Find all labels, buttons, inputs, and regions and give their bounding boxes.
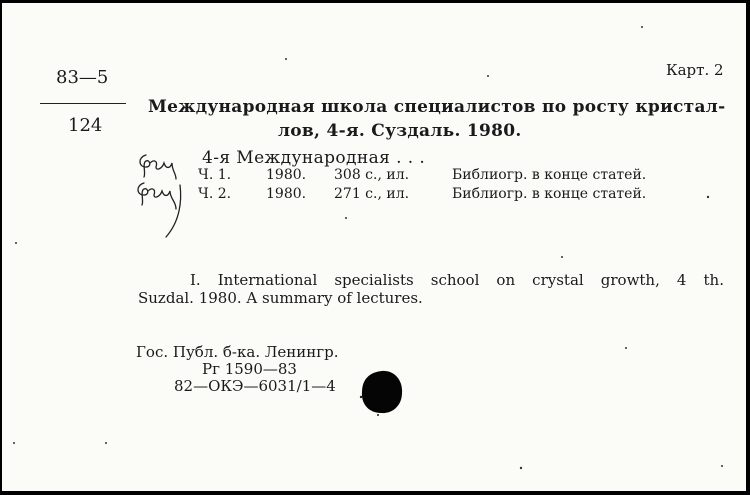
title-line-1: Международная школа специалистов по росту кристал- [148,97,726,117]
volume-pages: 271 с., ил. [334,186,410,202]
paper-specks [2,3,746,491]
library-line: Гос. Публ. б-ка. Ленингр. [136,343,339,361]
english-line-1: I. International specialists school on crystal growth, 4 th. [190,271,724,289]
card-number: Карт. 2 [666,61,724,79]
call-number-top: 83—5 [56,67,109,88]
volume-row [2,186,746,206]
card-title [148,95,738,143]
volume-year: 1980. [266,186,307,202]
catalog-card [2,3,746,491]
call-number-divider [40,103,126,104]
punch-hole [358,367,406,417]
english-line-2: Suzdal. 1980. A summary of lectures. [138,289,423,307]
volume-year: 1980. [266,167,307,183]
volume-part: Ч. 1. [198,167,232,183]
order-number: 82—ОКЭ—6031/1—4 [174,377,336,395]
volume-pages: 308 с., ил. [334,167,410,183]
subheading: 4-я Международная . . . [202,148,426,168]
title-line-2: лов, 4-я. Суздаль. 1980. [278,121,522,141]
handwritten-marks [132,149,192,243]
call-number-bottom: 124 [68,115,103,136]
volume-row [2,167,746,187]
volume-bibliography: Библиогр. в конце статей. [452,167,647,183]
volume-part: Ч. 2. [198,186,232,202]
rg-number: Рг 1590—83 [202,360,297,378]
english-note [138,271,724,307]
volume-bibliography: Библиогр. в конце статей. [452,186,647,202]
